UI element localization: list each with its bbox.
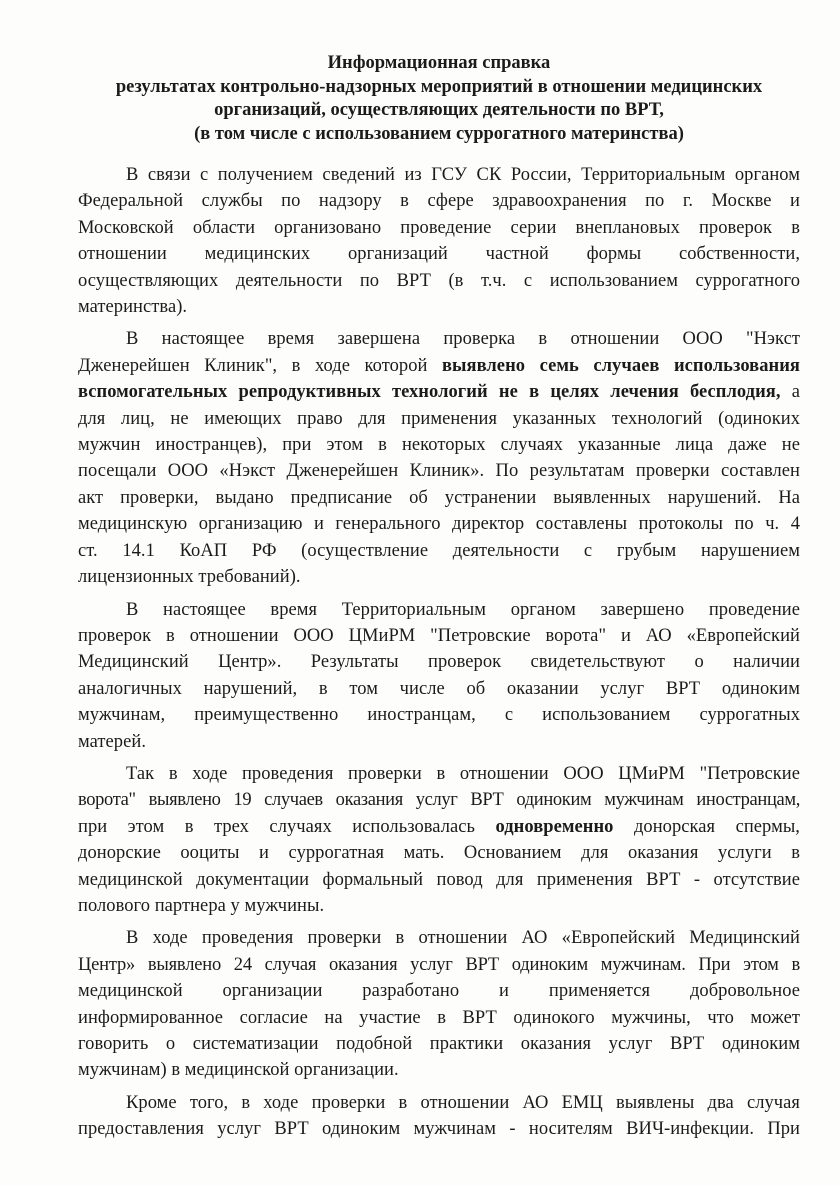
- p2-line-9: ст. 14.1 КоАП РФ (осуществление деятельности с грубым нарушением: [78, 540, 800, 561]
- title-line-3: организаций, осуществляющих деятельности по ВРТ,: [214, 100, 664, 120]
- title-line-1: Информационная справка: [327, 53, 551, 73]
- p2-line-3-text: а: [780, 382, 801, 403]
- p2-line-6: посещали ООО «Нэкст Дженерейшен Клиник». По результатам проверки составлен: [78, 461, 800, 482]
- p5-line-3: медицинской организации разработано и применяется добровольное: [78, 981, 800, 1002]
- paragraph-1: [78, 162, 800, 320]
- p5-line-5: говорить о систематизации подобной практики оказания услуг ВРТ одиноким: [78, 1034, 800, 1054]
- p4-line-2: ворота" выявлено 19 случаев оказания услуг ВРТ одиноким мужчинам иностранцам,: [78, 790, 800, 811]
- p3-line-6: матерей.: [78, 731, 146, 752]
- p1-line-1: В связи с получением сведений из ГСУ СК России, Территориальным органом: [126, 165, 800, 185]
- title-line-2: результатах контрольно-надзорных мероприятий в отношении медицинских: [115, 76, 763, 97]
- p1-line-5: осуществляющих деятельности по ВРТ (в т.ч. с использованием суррогатного: [78, 270, 800, 291]
- p5-line-6: мужчинам) в медицинской организации.: [78, 1060, 399, 1081]
- p4-line-3: [78, 814, 800, 840]
- paragraph-2: [78, 326, 800, 590]
- p2-line-1: В настоящее время завершена проверка в отношении ООО "Нэкст: [126, 329, 800, 350]
- p3-line-1: В настоящее время Территориальным органом завершено проведение: [126, 599, 800, 620]
- document-title: [78, 52, 800, 146]
- title-line-4: (в том числе с использованием суррогатного материнства): [194, 123, 684, 144]
- p4-line-6: полового партнера у мужчины.: [78, 895, 325, 916]
- p2-line-2-bold: выявлено семь случаев использования: [441, 355, 800, 376]
- paragraph-4: [78, 761, 800, 919]
- p5-line-2: Центр» выявлено 24 случая оказания услуг ВРТ одиноким мужчинам. При этом в: [78, 954, 800, 975]
- p1-line-6: материнства).: [78, 297, 188, 318]
- p2-line-2-text: Дженерейшен Клиник", в ходе которой: [78, 355, 442, 376]
- p2-line-5: мужчин иностранцев), при этом в некоторых случаях указанные лица даже не: [78, 435, 800, 456]
- p5-line-4: информированное согласие на участие в ВРТ одинокого мужчины, что может: [78, 1007, 800, 1028]
- p1-line-3: Московской области организовано проведение серии внеплановых проверок в: [78, 217, 800, 238]
- p3-line-3: Медицинский Центр». Результаты проверок свидетельствуют о наличии: [78, 652, 800, 673]
- p3-line-5: мужчинам, преимущественно иностранцам, с использованием суррогатных: [78, 705, 800, 726]
- p2-line-10: лицензионных требований).: [78, 567, 301, 588]
- p2-line-7: акт проверки, выдано предписание об устранении выявленных нарушений. На: [78, 487, 800, 508]
- p4-line-5: медицинской документации формальный повод для применения ВРТ - отсутствие: [78, 869, 800, 890]
- paragraph-3: [78, 597, 800, 755]
- p5-line-1: В ходе проведения проверки в отношении АО «Европейский Медицинский: [126, 928, 800, 949]
- p1-line-2: Федеральной службы по надзору в сфере здравоохранения по г. Москве и: [78, 191, 800, 212]
- p6-line-2: предоставления услуг ВРТ одиноким мужчинам - носителям ВИЧ-инфекции. При: [78, 1119, 800, 1140]
- p2-line-4: для лиц, не имеющих право для применения указанных технологий (одиноких: [78, 408, 800, 429]
- p1-line-4: отношении медицинских организаций частной формы собственности,: [78, 244, 800, 265]
- p4-line-3-text-b: донорская спермы,: [613, 816, 800, 837]
- p4-line-3-text-a: при этом в трех случаях использовалась: [78, 816, 496, 837]
- paragraph-5: [78, 925, 800, 1083]
- p6-line-1: Кроме того, в ходе проверки в отношении АО ЕМЦ выявлены два случая: [126, 1092, 800, 1113]
- paragraph-6: [78, 1090, 800, 1143]
- p2-line-3-bold: вспомогательных репродуктивных технологий не в целях лечения бесплодия,: [78, 382, 781, 403]
- p2-line-8: медицинскую организацию и генерального директор составлены протоколы по ч. 4: [78, 514, 800, 535]
- p4-line-4: донорские ооциты и суррогатная мать. Основанием для оказания услуги в: [78, 843, 800, 864]
- p2-line-2: [78, 353, 800, 379]
- p4-line-3-bold: одновременно: [495, 816, 614, 837]
- p2-line-3: [78, 379, 800, 405]
- p3-line-4: аналогичных нарушений, в том числе об оказании услуг ВРТ одиноким: [78, 678, 800, 699]
- p3-line-2: проверок в отношении ООО ЦМиРМ "Петровские ворота" и АО «Европейский: [78, 625, 800, 646]
- p4-line-1: Так в ходе проведения проверки в отношении ООО ЦМиРМ "Петровские: [126, 763, 800, 784]
